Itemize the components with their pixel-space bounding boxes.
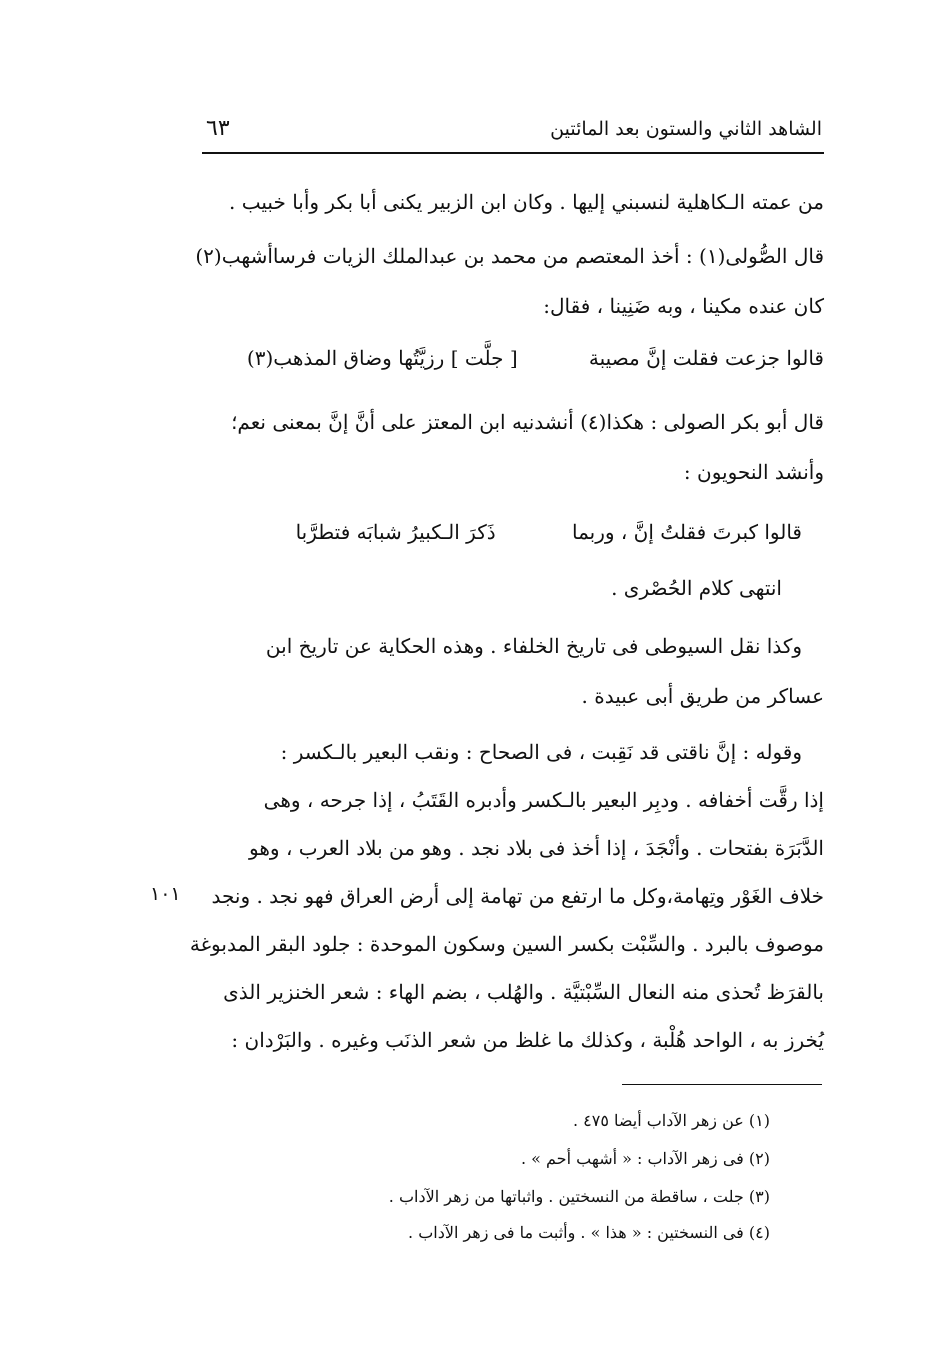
body-line: وأنشد النحويون : (683, 460, 824, 484)
body-line: بالقرَظ تُحذى منه النعال السِّبْتيَّة . والهُلب ، بضم الهاء : شعر الخنزير الذى (223, 980, 824, 1004)
page-header (202, 112, 822, 156)
verse-hemistich-left: [ جلَّت ] رزيَّتُها وضاق المذهب(٣) (246, 346, 518, 370)
body-line: يُخرز به ، الواحد هُلْبة ، وكذلك ما غلظ من شعر الذنَب وغيره . والبَرْدان : (231, 1028, 824, 1052)
page-number: ٦٣ (206, 116, 230, 141)
body-line: قال أبو بكر الصولى : هكذا(٤) أنشدنيه ابن المعتز على أنَّ إنَّ بمعنى نعم؛ (231, 410, 824, 434)
margin-number: ١٠١ (150, 883, 181, 905)
verse-line (202, 344, 824, 372)
verse-line (180, 518, 802, 546)
footnote: (٢) فى زهر الآداب : « أشهب أحم » . (520, 1149, 770, 1168)
body-line: من عمته الـكاهلية لنسبني إليها . وكان ابن الزبير يكنى أبا بكر وأبا خبيب . (229, 190, 824, 214)
verse-hemistich-left: ذَكرَ الـكبيرُ شبابَه فتطرَّبا (295, 520, 496, 544)
body-line: وكذا نقل السيوطى فى تاريخ الخلفاء . وهذه الحكاية عن تاريخ ابن (265, 634, 802, 658)
footnote: (٣) جلت ، ساقطة من النسختين . واثباتها من زهر الآداب . (388, 1187, 770, 1206)
body-line: قال الصُّولى(١) : أخذ المعتصم من محمد بن عبدالملك الزيات فرساأشهب(٢) (195, 244, 824, 268)
footnote: (١) عن زهر الآداب أيضا ٤٧٥ . (572, 1111, 770, 1130)
end-of-quote: انتهى كلام الحُصْرى . (611, 576, 782, 600)
verse-hemistich-right: قالوا جزعت فقلت إنَّ مصيبة (588, 346, 824, 370)
verse-hemistich-right: قالوا كبرتَ فقلتُ إنَّ ، وربما (571, 520, 802, 544)
header-rule (202, 152, 824, 154)
footnote-rule (622, 1084, 822, 1085)
body-line: إذا رقَّت أخفافه . ودبِر البعير بالـكسر وأدبره القَتَبُ ، إذا جرحه ، وهى (263, 788, 824, 812)
body-line: خلاف الغَوْر وتِهامة،وكل ما ارتفع من تهامة إلى أرض العراق فهو نجد . ونجد (211, 884, 824, 908)
body-line: وقوله : إنَّ ناقتى قد نَقِبت ، فى الصحاح : ونقب البعير بالـكسر : (280, 740, 802, 764)
body-line: موصوف بالبرد . والسِّبْت بكسر السين وسكون الموحدة : جلود البقر المدبوغة (189, 932, 824, 956)
body-line: الدَّبَرَة بفتحات . وأنْجَدَ ، إذا أخذ فى بلاد نجد . وهو من بلاد العرب ، وهو (249, 836, 824, 860)
body-line: عساكر من طريق أبى عبيدة . (581, 684, 824, 708)
running-title: الشاهد الثاني والستون بعد المائتين (550, 118, 822, 140)
body-line: كان عنده مكينا ، وبه ضَنِينا ، فقال: (543, 294, 824, 318)
footnote: (٤) فى النسختين : « هذا » . وأثبت ما فى زهر الآداب . (408, 1223, 770, 1242)
